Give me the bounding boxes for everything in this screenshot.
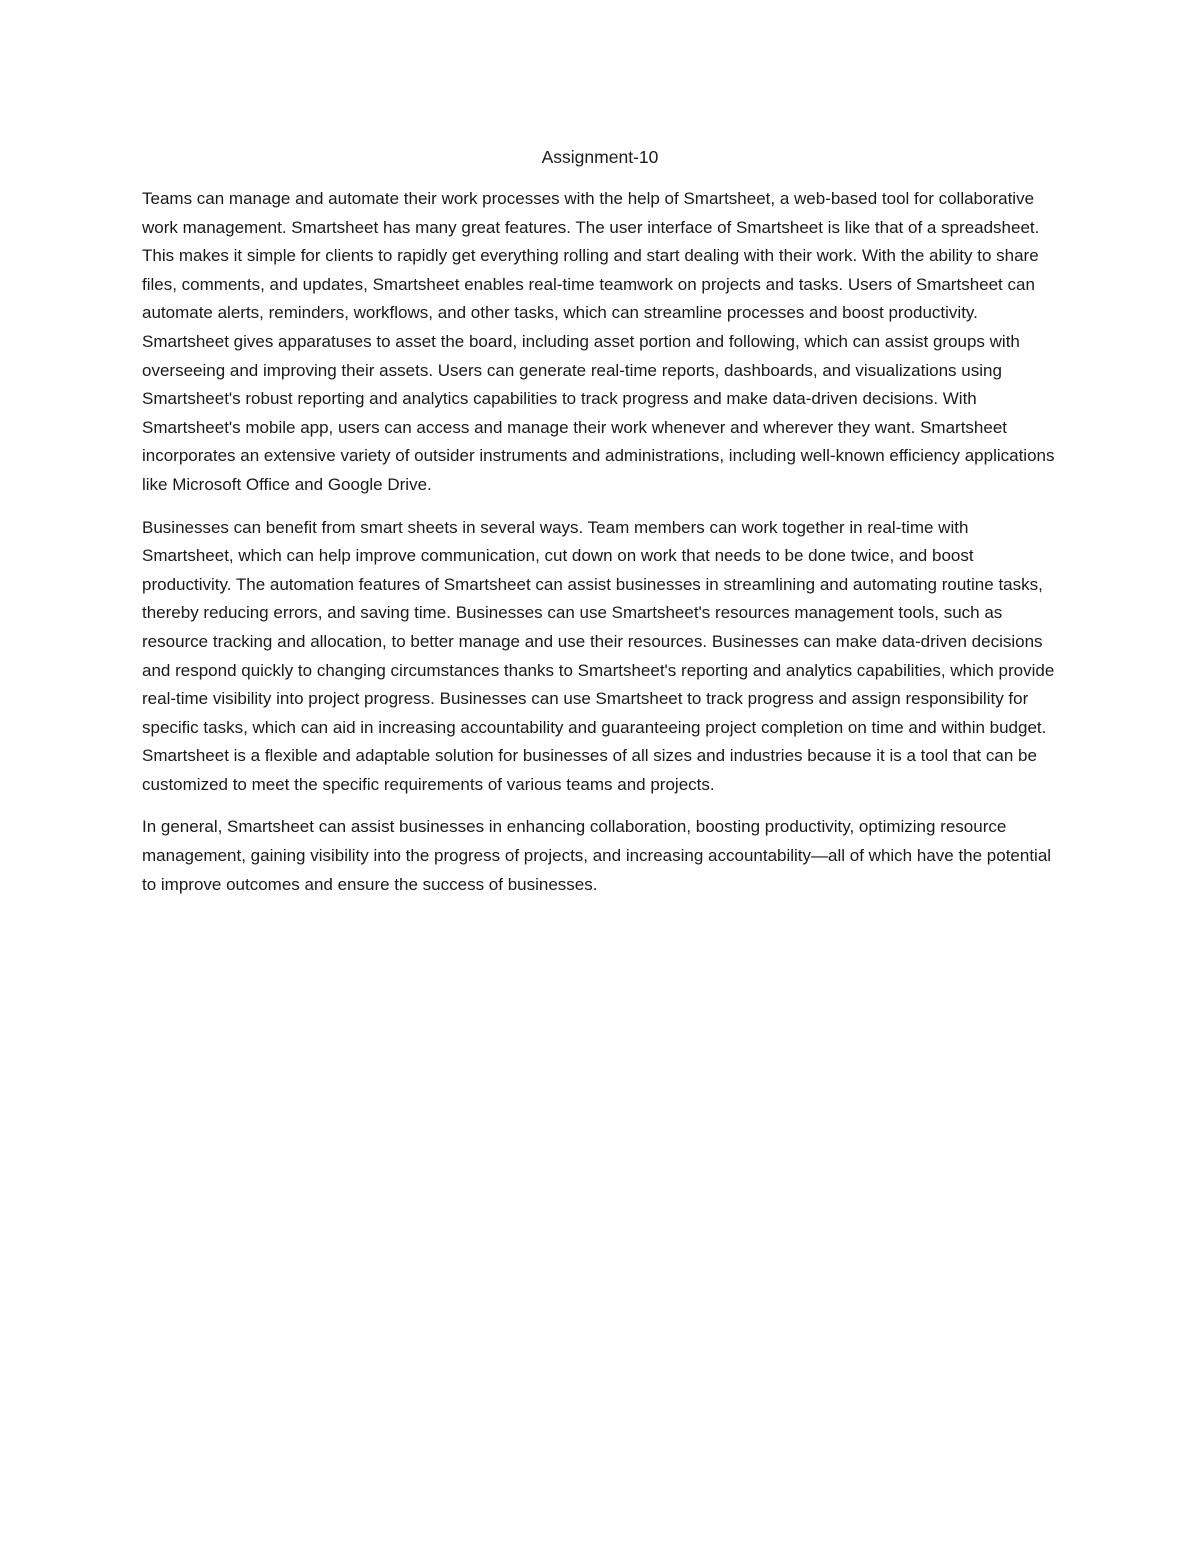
document-body: [142, 185, 1064, 913]
document-title: Assignment-10: [541, 147, 659, 167]
paragraph-3: In general, Smartsheet can assist businesses in enhancing collaboration, boosting productivity, optimizing resource management, gaining visibility into the progress of projects, and increasing accountability—all of which have the potential to improve outcomes and ensure the success of businesses.: [142, 817, 1052, 894]
paragraph-2: Businesses can benefit from smart sheets in several ways. Team members can work together in real-time with Smartsheet, which can help improve communication, cut down on work that needs to be done twice, and boost productivity. The automation features of Smartsheet can assist businesses in streamlining and automating routine tasks, thereby reducing errors, and saving time. Businesses can use Smartsheet's resources management tools, such as resource tracking and allocation, to better manage and use their resources. Businesses can make data-driven decisions and respond quickly to changing circumstances thanks to Smartsheet's reporting and analytics capabilities, which provide real-time visibility into project progress. Businesses can use Smartsheet to track progress and assign responsibility for specific tasks, which can aid in increasing accountability and guaranteeing project completion on time and within budget. Smartsheet is a flexible and adaptable solution for businesses of all sizes and industries because it is a tool that can be customized to meet the specific requirements of various teams and projects.: [142, 517, 1055, 794]
paragraph-1: Teams can manage and automate their work processes with the help of Smartsheet, a web-based tool for collaborative work management. Smartsheet has many great features. The user interface of Smartsheet is like that of a spreadsheet. This makes it simple for clients to rapidly get everything rolling and start dealing with their work. With the ability to share files, comments, and updates, Smartsheet enables real-time teamwork on projects and tasks. Users of Smartsheet can automate alerts, reminders, workflows, and other tasks, which can streamline processes and boost productivity. Smartsheet gives apparatuses to asset the board, including asset portion and following, which can assist groups with overseeing and improving their assets. Users can generate real-time reports, dashboards, and visualizations using Smartsheet's robust reporting and analytics capabilities to track progress and make data-driven decisions. With Smartsheet's mobile app, users can access and manage their work whenever and wherever they want. Smartsheet incorporates an extensive variety of outsider instruments and administrations, including well-known efficiency applications like Microsoft Office and Google Drive.: [142, 189, 1055, 494]
